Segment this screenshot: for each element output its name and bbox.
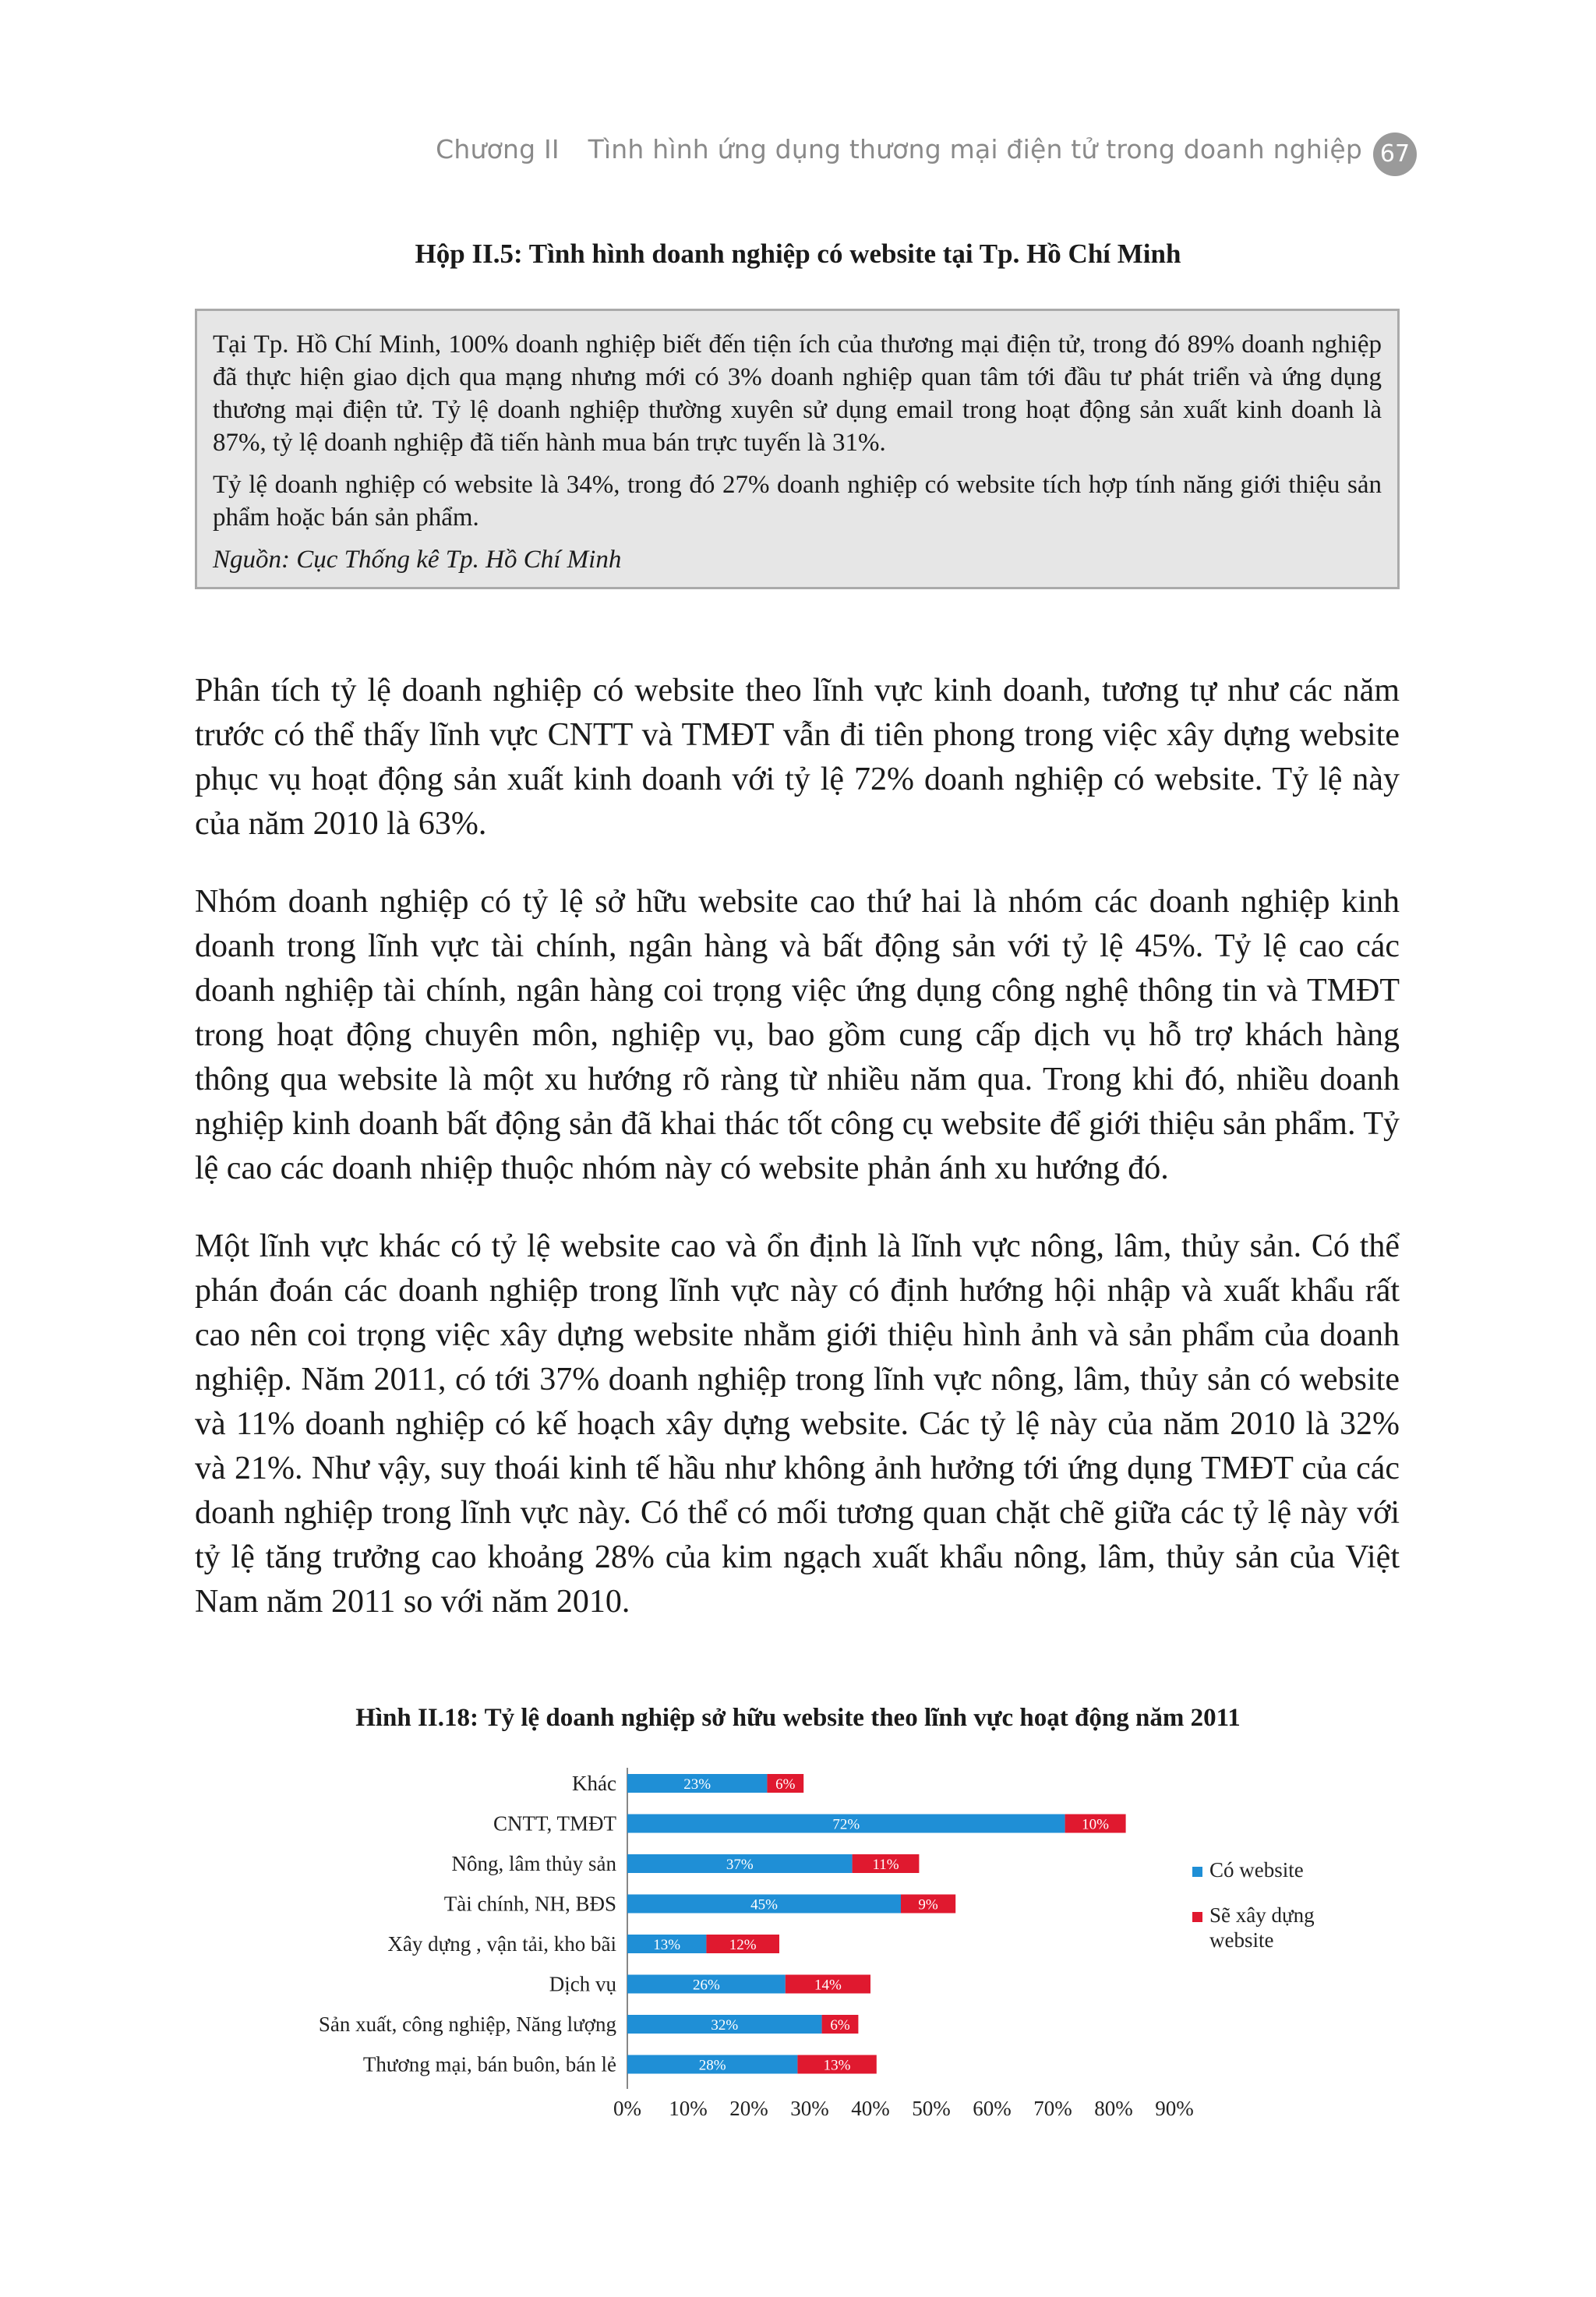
x-tick-label: 20%	[729, 2097, 768, 2120]
x-tick-label: 80%	[1094, 2097, 1133, 2120]
data-label: 28%	[698, 2057, 726, 2074]
page-number: 67	[1373, 133, 1417, 176]
data-label: 6%	[830, 2017, 850, 2034]
x-tick-label: 70%	[1033, 2097, 1072, 2120]
legend-swatch-plan-website	[1192, 1912, 1202, 1922]
category-label: Sản xuất, công nghiệp, Năng lượng	[318, 2013, 616, 2036]
box-source: Nguồn: Cục Thống kê Tp. Hồ Chí Minh	[213, 546, 622, 574]
legend-label: Sẽ xây dựng	[1209, 1903, 1315, 1927]
body-text	[195, 669, 1400, 1658]
data-label: 45%	[750, 1896, 778, 1914]
data-label: 72%	[832, 1816, 860, 1833]
data-label: 13%	[823, 2057, 851, 2074]
body-paragraph: Nhóm doanh nghiệp có tỷ lệ sở hữu website cao thứ hai là nhóm các doanh nghiệp kinh doanh trong lĩnh vực tài chính, ngân hàng và bất động sản với tỷ lệ 45%. Tỷ lệ cao các doanh nghiệp tài chính, ngân hàng coi trọng việc ứng dụng công nghệ thông tin và TMĐT trong hoạt động chuyên môn, nghiệp vụ, bao gồm cung cấp dịch vụ hỗ trợ khách hàng thông qua website là một xu hướng rõ ràng từ nhiều năm qua. Trong khi đó, nhiều doanh nghiệp kinh doanh bất động sản đã khai thác tốt công cụ website để giới thiệu sản phẩm. Tỷ lệ cao các doanh nhiệp thuộc nhóm này có website phản ánh xu hướng đó.	[195, 884, 1400, 1186]
data-label: 37%	[726, 1857, 754, 1873]
data-label: 13%	[653, 1937, 681, 1953]
chapter-title: Tình hình ứng dụng thương mại điện tử trong doanh nghiệp	[588, 134, 1362, 164]
chart	[0, 1746, 1596, 2167]
x-tick-label: 10%	[669, 2097, 708, 2120]
x-tick-label: 50%	[912, 2097, 951, 2120]
x-tick-label: 0%	[613, 2097, 641, 2120]
data-label: 6%	[775, 1776, 796, 1793]
data-label: 10%	[1082, 1816, 1110, 1833]
x-tick-label: 40%	[851, 2097, 890, 2120]
category-label: Dịch vụ	[549, 1972, 616, 1996]
category-label: Khác	[572, 1772, 616, 1795]
data-label: 23%	[683, 1776, 711, 1793]
bar-chart	[0, 1746, 1596, 2167]
x-tick-label: 30%	[790, 2097, 829, 2120]
data-label: 14%	[814, 1977, 842, 1994]
legend-swatch-has-website	[1192, 1867, 1202, 1877]
category-label: Tài chính, NH, BĐS	[443, 1892, 616, 1916]
chapter-label: Chương II	[436, 134, 560, 164]
category-label: Nông, lâm thủy sản	[451, 1852, 616, 1875]
figure-title: Hình II.18: Tỷ lệ doanh nghiệp sở hữu website theo lĩnh vực hoạt động năm 2011	[355, 1704, 1241, 1732]
body-paragraph: Một lĩnh vực khác có tỷ lệ website cao và ổn định là lĩnh vực nông, lâm, thủy sản. Có thể phán đoán các doanh nghiệp trong lĩnh vực này có định hướng hội nhập và xuất khẩu rất cao nên coi trọng việc xây dựng website nhằm giới thiệu hình ảnh và sản phẩm của doanh nghiệp. Năm 2011, có tới 37% doanh nghiệp trong lĩnh vực nông, lâm, thủy sản có website và 11% doanh nghiệp có kế hoạch xây dựng website. Các tỷ lệ này của năm 2010 là 32% và 21%. Như vậy, suy thoái kinh tế hầu như không ảnh hưởng tới ứng dụng TMĐT của các doanh nghiệp trong lĩnh vực này. Có thể có mối tương quan chặt chẽ giữa các tỷ lệ này với tỷ lệ tăng trưởng cao khoảng 28% của kim ngạch xuất khẩu nông, lâm, thủy sản của Việt Nam năm 2011 so với năm 2010.	[195, 1228, 1400, 1620]
legend-label: website	[1209, 1928, 1274, 1952]
box-paragraph: Tại Tp. Hồ Chí Minh, 100% doanh nghiệp biết đến tiện ích của thương mại điện tử, trong đó 89% doanh nghiệp đã thực hiện giao dịch qua mạng nhưng mới có 3% doanh nghiệp quan tâm tới đầu tư phát triển và ứng dụng thương mại điện tử. Tỷ lệ doanh nghiệp thường xuyên sử dụng email trong hoạt động sản xuất kinh doanh là 87%, tỷ lệ doanh nghiệp đã tiến hành mua bán trực tuyến là 31%.	[213, 330, 1382, 457]
x-tick-label: 90%	[1155, 2097, 1194, 2120]
box-paragraph: Tỷ lệ doanh nghiệp có website là 34%, trong đó 27% doanh nghiệp có website tích hợp tính năng giới thiệu sản phẩm hoặc bán sản phẩm.	[213, 471, 1382, 532]
data-label: 9%	[918, 1896, 938, 1914]
legend-label: Có website	[1209, 1858, 1304, 1882]
category-label: CNTT, TMĐT	[493, 1811, 616, 1836]
info-box	[195, 309, 1400, 589]
data-label: 32%	[711, 2017, 739, 2034]
box-title: Hộp II.5: Tình hình doanh nghiệp có website tại Tp. Hồ Chí Minh	[415, 239, 1181, 269]
data-label: 12%	[729, 1937, 757, 1953]
category-label: Thương mại, bán buôn, bán lẻ	[362, 2052, 616, 2076]
data-label: 11%	[872, 1857, 899, 1873]
running-header	[436, 134, 1362, 164]
x-tick-label: 60%	[973, 2097, 1012, 2120]
category-label: Xây dựng , vận tải, kho bãi	[387, 1932, 616, 1956]
data-label: 26%	[692, 1977, 720, 1994]
body-paragraph: Phân tích tỷ lệ doanh nghiệp có website theo lĩnh vực kinh doanh, tương tự như các năm trước có thể thấy lĩnh vực CNTT và TMĐT vẫn đi tiên phong trong việc xây dựng website phục vụ hoạt động sản xuất kinh doanh với tỷ lệ 72% doanh nghiệp có website. Tỷ lệ này của năm 2010 là 63%.	[195, 673, 1400, 842]
